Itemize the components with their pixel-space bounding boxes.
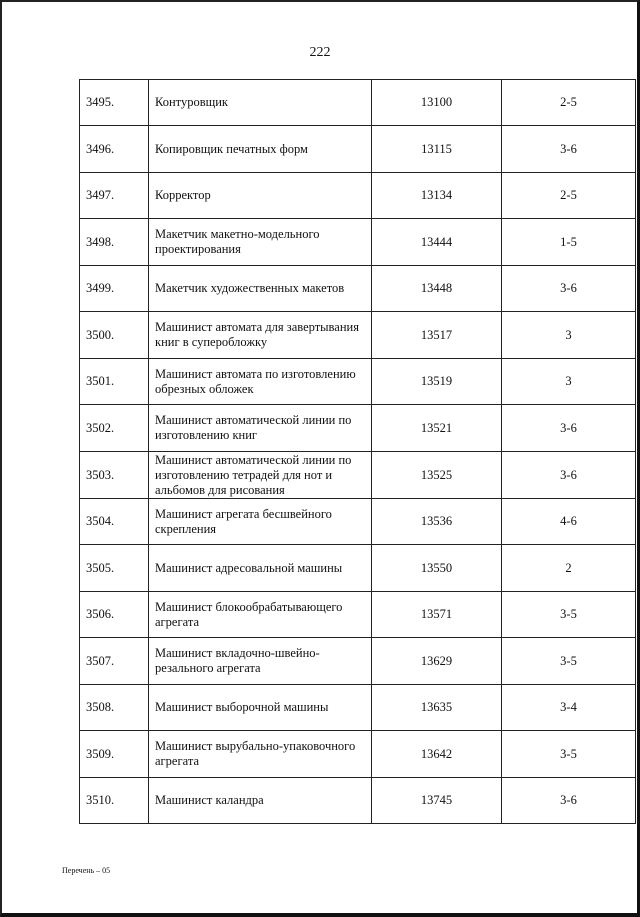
grade-range: 3 (502, 359, 636, 405)
profession-table (79, 79, 636, 824)
profession-code: 13571 (372, 592, 502, 638)
row-number: 3508. (80, 685, 149, 731)
row-number: 3500. (80, 312, 149, 359)
profession-code: 13536 (372, 499, 502, 545)
grade-range: 3-6 (502, 405, 636, 452)
profession-name: Машинист вкладочно-швейно-резального агрегата (149, 638, 372, 685)
table-row (80, 173, 636, 219)
row-number: 3502. (80, 405, 149, 452)
profession-code: 13100 (372, 80, 502, 126)
row-number: 3499. (80, 266, 149, 312)
profession-name: Макетчик макетно-модельного проектирования (149, 219, 372, 266)
profession-code: 13635 (372, 685, 502, 731)
profession-name: Машинист адресовальной машины (149, 545, 372, 592)
row-number: 3495. (80, 80, 149, 126)
profession-name: Машинист автомата для завертывания книг в суперобложку (149, 312, 372, 359)
table-row (80, 452, 636, 499)
profession-code: 13642 (372, 731, 502, 778)
profession-code: 13525 (372, 452, 502, 499)
grade-range: 3-4 (502, 685, 636, 731)
table-row (80, 592, 636, 638)
grade-range: 3-6 (502, 266, 636, 312)
grade-range: 3-5 (502, 592, 636, 638)
table-row (80, 80, 636, 126)
profession-code: 13521 (372, 405, 502, 452)
grade-range: 1-5 (502, 219, 636, 266)
row-number: 3498. (80, 219, 149, 266)
table-row (80, 778, 636, 824)
grade-range: 3-5 (502, 731, 636, 778)
table-row (80, 638, 636, 685)
profession-name: Машинист автоматической линии по изготовлению тетрадей для нот и альбомов для рисования (149, 452, 372, 499)
profession-name: Корректор (149, 173, 372, 219)
grade-range: 2-5 (502, 80, 636, 126)
profession-code: 13134 (372, 173, 502, 219)
profession-code: 13115 (372, 126, 502, 173)
profession-code: 13448 (372, 266, 502, 312)
row-number: 3507. (80, 638, 149, 685)
table-row (80, 685, 636, 731)
profession-code: 13629 (372, 638, 502, 685)
table-row (80, 312, 636, 359)
grade-range: 3-6 (502, 778, 636, 824)
table-row (80, 499, 636, 545)
profession-code: 13745 (372, 778, 502, 824)
table-row (80, 405, 636, 452)
table-row (80, 219, 636, 266)
grade-range: 3-5 (502, 638, 636, 685)
profession-name: Машинист выборочной машины (149, 685, 372, 731)
profession-name: Машинист вырубально-упаковочного агрегата (149, 731, 372, 778)
profession-name: Машинист автоматической линии по изготовлению книг (149, 405, 372, 452)
profession-code: 13550 (372, 545, 502, 592)
profession-code: 13444 (372, 219, 502, 266)
row-number: 3506. (80, 592, 149, 638)
profession-code: 13517 (372, 312, 502, 359)
profession-name: Машинист агрегата бесшвейного скрепления (149, 499, 372, 545)
profession-name: Машинист автомата по изготовлению обрезных обложек (149, 359, 372, 405)
row-number: 3505. (80, 545, 149, 592)
table-row (80, 126, 636, 173)
grade-range: 3-6 (502, 126, 636, 173)
table-body (80, 80, 636, 824)
grade-range: 2-5 (502, 173, 636, 219)
table-row (80, 266, 636, 312)
row-number: 3501. (80, 359, 149, 405)
row-number: 3509. (80, 731, 149, 778)
grade-range: 4-6 (502, 499, 636, 545)
table-row (80, 731, 636, 778)
row-number: 3497. (80, 173, 149, 219)
row-number: 3496. (80, 126, 149, 173)
profession-name: Копировщик печатных форм (149, 126, 372, 173)
row-number: 3510. (80, 778, 149, 824)
profession-name: Машинист блокообрабатывающего агрегата (149, 592, 372, 638)
page-number: 222 (309, 45, 331, 60)
profession-name: Макетчик художественных макетов (149, 266, 372, 312)
footer-note: Перечень – 05 (62, 866, 111, 875)
profession-code: 13519 (372, 359, 502, 405)
grade-range: 3 (502, 312, 636, 359)
row-number: 3504. (80, 499, 149, 545)
grade-range: 2 (502, 545, 636, 592)
profession-name: Машинист каландра (149, 778, 372, 824)
table-row (80, 545, 636, 592)
table-row (80, 359, 636, 405)
row-number: 3503. (80, 452, 149, 499)
grade-range: 3-6 (502, 452, 636, 499)
profession-name: Контуровщик (149, 80, 372, 126)
